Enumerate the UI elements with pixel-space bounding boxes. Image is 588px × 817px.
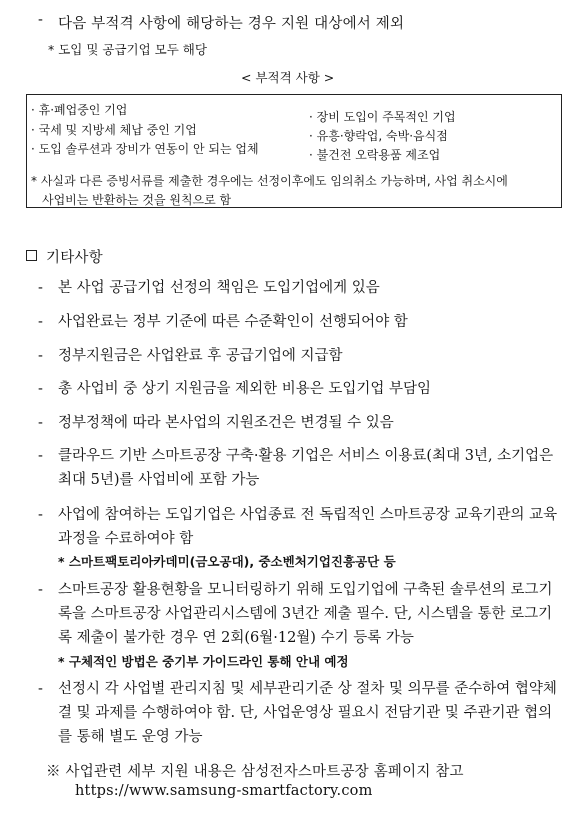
list-item-text: 클라우드 기반 스마트공장 구축·활용 기업은 서비스 이용료(최대 3년, 소기업은 최대 5년)를 사업비에 포함 가능 (58, 448, 554, 488)
academy-note: * 스마트팩토리아카데미(금오공대), 중소벤처기업진흥공단 등 (58, 554, 396, 569)
section-title: 기타사항 (46, 250, 103, 266)
dash-marker: - (38, 448, 43, 464)
dash-marker: - (38, 348, 43, 364)
dash-marker: - (38, 314, 43, 330)
dash-marker: - (38, 415, 43, 431)
footer-note: ※ 사업관련 세부 지원 내용은 삼성전자스마트공장 홈페이지 참고 (46, 764, 464, 780)
ineligible-heading: < 부적격 사항 > (241, 70, 335, 85)
exclusion-note: * 도입 및 공급기업 모두 해당 (48, 42, 207, 57)
list-item-text: 정부지원금은 사업완료 후 공급기업에 지급함 (58, 348, 343, 364)
dash-marker: - (38, 582, 43, 598)
dash-marker: - (38, 507, 43, 523)
box-footnote-line2: 사업비는 반환하는 것을 원칙으로 함 (42, 193, 232, 207)
box-footnote-line1: * 사실과 다른 증빙서류를 제출한 경우에는 선정이후에도 임의취소 가능하며, 사업 취소시에 (31, 174, 508, 188)
section-checkbox-icon (26, 250, 37, 261)
ineligible-right-item: · 장비 도입이 주목적인 기업 (309, 110, 456, 124)
list-item-text: 총 사업비 중 상기 지원금을 제외한 비용은 도입기업 부담임 (58, 381, 432, 397)
guide-note: * 구체적인 방법은 중기부 가이드라인 통해 안내 예정 (58, 654, 349, 669)
list-item-text: 본 사업 공급기업 선정의 책임은 도입기업에게 있음 (58, 280, 380, 296)
dash-marker: - (38, 681, 43, 697)
ineligible-right-item: · 유흥·향락업, 숙박·음식점 (309, 129, 448, 143)
list-item-text: 스마트공장 활용현황을 모니터링하기 위해 도입기업에 구축된 솔루션의 로그기록을 스마트공장 사업관리시스템에 3년간 제출 필수. 단, 시스템을 통한 로그기록 제출이 불가한 경우 연 2회(6월·12월) 수기 등록 가능 (58, 582, 553, 646)
list-item-text: 선정시 각 사업별 관리지침 및 세부관리기준 상 절차 및 의무를 준수하여 협약체결 및 과제를 수행하여야 함. 단, 사업운영상 필요시 전담기관 및 주관기관 협의를 통해 별도 운영 가능 (58, 681, 557, 745)
ineligible-right-item: · 불건전 오락용품 제조업 (309, 148, 441, 162)
list-item-text: 정부정책에 따라 본사업의 지원조건은 변경될 수 있음 (58, 415, 394, 431)
ineligible-left-item: · 도입 솔루션과 장비가 연동이 안 되는 업체 (31, 142, 259, 156)
footer-url[interactable]: https://www.samsung-smartfactory.com (75, 783, 373, 799)
list-item-text: 사업에 참여하는 도입기업은 사업종료 전 독립적인 스마트공장 교육기관의 교육과정을 수료하여야 함 (58, 507, 558, 547)
dash-marker: - (38, 280, 43, 296)
dash-marker: - (38, 381, 43, 397)
exclusion-intro: 다음 부적격 사항에 해당하는 경우 지원 대상에서 제외 (58, 16, 405, 32)
ineligible-left-item: · 국세 및 지방세 체납 중인 기업 (31, 123, 197, 137)
dash-marker: - (38, 12, 44, 28)
ineligible-left-item: · 휴·폐업중인 기업 (31, 103, 128, 117)
list-item-text: 사업완료는 정부 기준에 따른 수준확인이 선행되어야 함 (58, 314, 408, 330)
